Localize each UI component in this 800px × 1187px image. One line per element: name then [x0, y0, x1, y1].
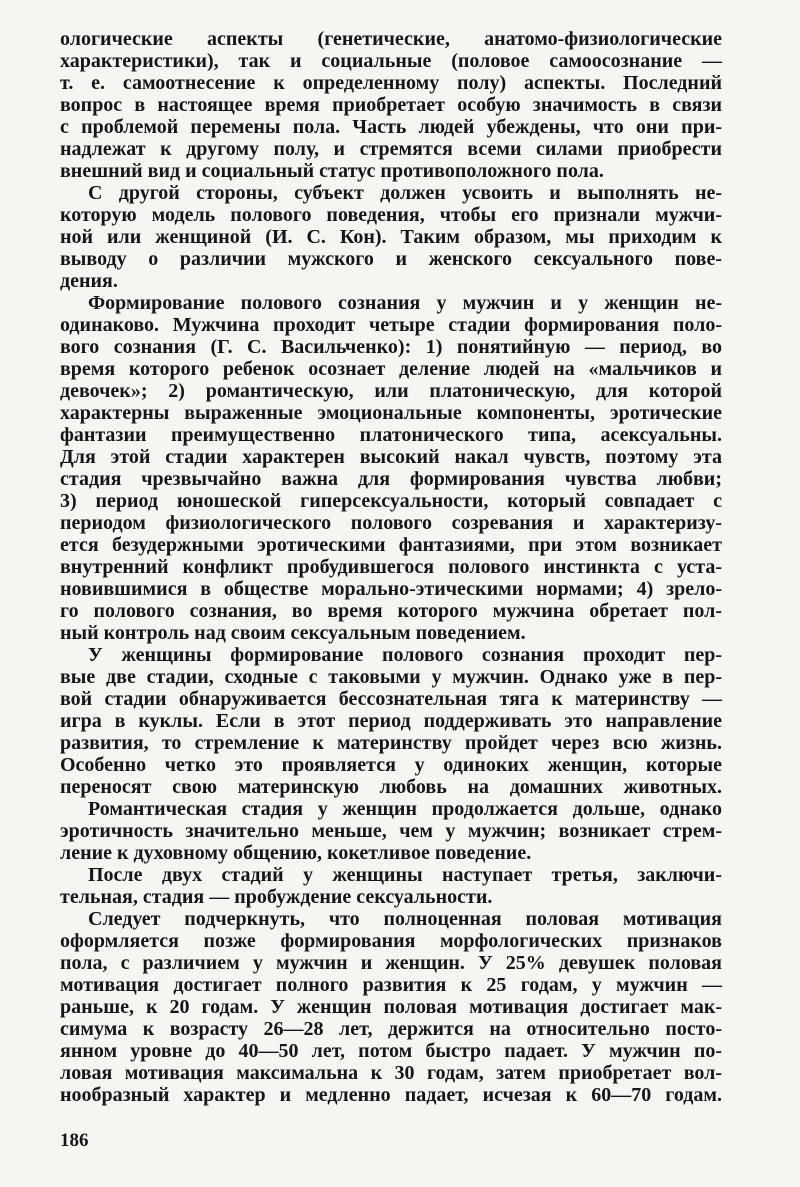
body-text — [60, 28, 722, 1106]
text-line: нообразный характер и медленно падает, исчезая к 60—70 годам. — [60, 1084, 722, 1106]
text-line: ологические аспекты (генетические, анатомо-физиологические — [60, 28, 722, 50]
text-line: эротичность значительно меньше, чем у мужчин; возникает стрем- — [60, 820, 722, 842]
text-line: периодом физиологического полового созревания и характеризу- — [60, 512, 722, 534]
text-line: симума к возрасту 26—28 лет, держится на относительно посто- — [60, 1018, 722, 1040]
text-line: тельная, стадия — пробуждение сексуальности. — [60, 886, 493, 908]
text-line: пола, с различием у мужчин и женщин. У 25% девушек половая — [60, 952, 722, 974]
text-line: фантазии преимущественно платонического типа, асексуальны. — [60, 424, 722, 446]
text-line: выводу о различии мужского и женского сексуального пове- — [60, 248, 722, 270]
text-line: С другой стороны, субъект должен усвоить и выполнять не- — [88, 182, 722, 204]
text-line: одинаково. Мужчина проходит четыре стадии формирования поло- — [60, 314, 722, 336]
text-line: характеристики), так и социальные (половое самоосознание — — [60, 50, 722, 72]
paragraph — [60, 182, 722, 292]
text-line: ление к духовному общению, кокетливое поведение. — [60, 842, 532, 864]
text-line: Для этой стадии характерен высокий накал чувств, поэтому эта — [60, 446, 722, 468]
text-line: дения. — [60, 270, 118, 292]
text-line: Особенно четко это проявляется у одиноких женщин, которые — [60, 754, 722, 776]
text-line: девочек»; 2) романтическую, или платоническую, для которой — [60, 380, 722, 402]
paragraph — [60, 644, 722, 798]
text-line: го полового сознания, во время которого мужчина обретает пол- — [60, 600, 722, 622]
text-line: вой стадии обнаруживается бессознательная тяга к материнству — — [60, 688, 722, 710]
text-line: с проблемой перемены пола. Часть людей убеждены, что они при- — [60, 116, 722, 138]
text-line: ной или женщиной (И. С. Кон). Таким образом, мы приходим к — [60, 226, 722, 248]
text-line: У женщины формирование полового сознания проходит пер- — [88, 644, 722, 666]
text-line: раньше, к 20 годам. У женщин половая мотивация достигает мак- — [60, 996, 722, 1018]
paragraph-continuation — [60, 28, 722, 182]
text-line: ловая мотивация максимальна к 30 годам, затем приобретает вол- — [60, 1062, 722, 1084]
text-line: время которого ребенок осознает деление людей на «мальчиков и — [60, 358, 722, 380]
text-line: развития, то стремление к материнству пройдет через всю жизнь. — [60, 732, 722, 754]
text-line: оформляется позже формирования морфологических признаков — [60, 930, 722, 952]
paragraph — [60, 292, 722, 644]
page-number: 186 — [60, 1130, 89, 1151]
text-line: После двух стадий у женщины наступает третья, заключи- — [88, 864, 722, 886]
text-line: характерны выраженные эмоциональные компоненты, эротические — [60, 402, 722, 424]
text-line: надлежат к другому полу, и стремятся всеми силами приобрести — [60, 138, 722, 160]
text-line: стадия чрезвычайно важна для формирования чувства любви; — [60, 468, 722, 490]
text-line: Романтическая стадия у женщин продолжается дольше, однако — [88, 798, 722, 820]
text-line: ный контроль над своим сексуальным поведением. — [60, 622, 526, 644]
text-line: новившимися в обществе морально-этическими нормами; 4) зрело- — [60, 578, 722, 600]
text-line: внешний вид и социальный статус противоположного пола. — [60, 160, 604, 182]
text-line: янном уровне до 40—50 лет, потом быстро падает. У мужчин по- — [60, 1040, 722, 1062]
text-line: ется безудержными эротическими фантазиями, при этом возникает — [60, 534, 722, 556]
text-line: вого сознания (Г. С. Васильченко): 1) понятийную — период, во — [60, 336, 722, 358]
text-line: переносят свою материнскую любовь на домашних животных. — [60, 776, 722, 798]
text-line: внутренний конфликт пробудившегося полового инстинкта с уста- — [60, 556, 722, 578]
text-line: вые две стадии, сходные с таковыми у мужчин. Однако уже в пер- — [60, 666, 722, 688]
text-line: которую модель полового поведения, чтобы его признали мужчи- — [60, 204, 722, 226]
paragraph — [60, 908, 722, 1106]
text-line: 3) период юношеской гиперсексуальности, который совпадает с — [60, 490, 722, 512]
text-line: т. е. самоотнесение к определенному полу) аспекты. Последний — [60, 72, 722, 94]
paragraph — [60, 798, 722, 864]
text-line: вопрос в настоящее время приобретает особую значимость в связи — [60, 94, 722, 116]
text-line: мотивация достигает полного развития к 25 годам, у мужчин — — [60, 974, 722, 996]
text-line: Формирование полового сознания у мужчин и у женщин не- — [88, 292, 722, 314]
paragraph — [60, 864, 722, 908]
text-line: игра в куклы. Если в этот период поддерживать это направление — [60, 710, 722, 732]
text-line: Следует подчеркнуть, что полноценная половая мотивация — [88, 908, 722, 930]
